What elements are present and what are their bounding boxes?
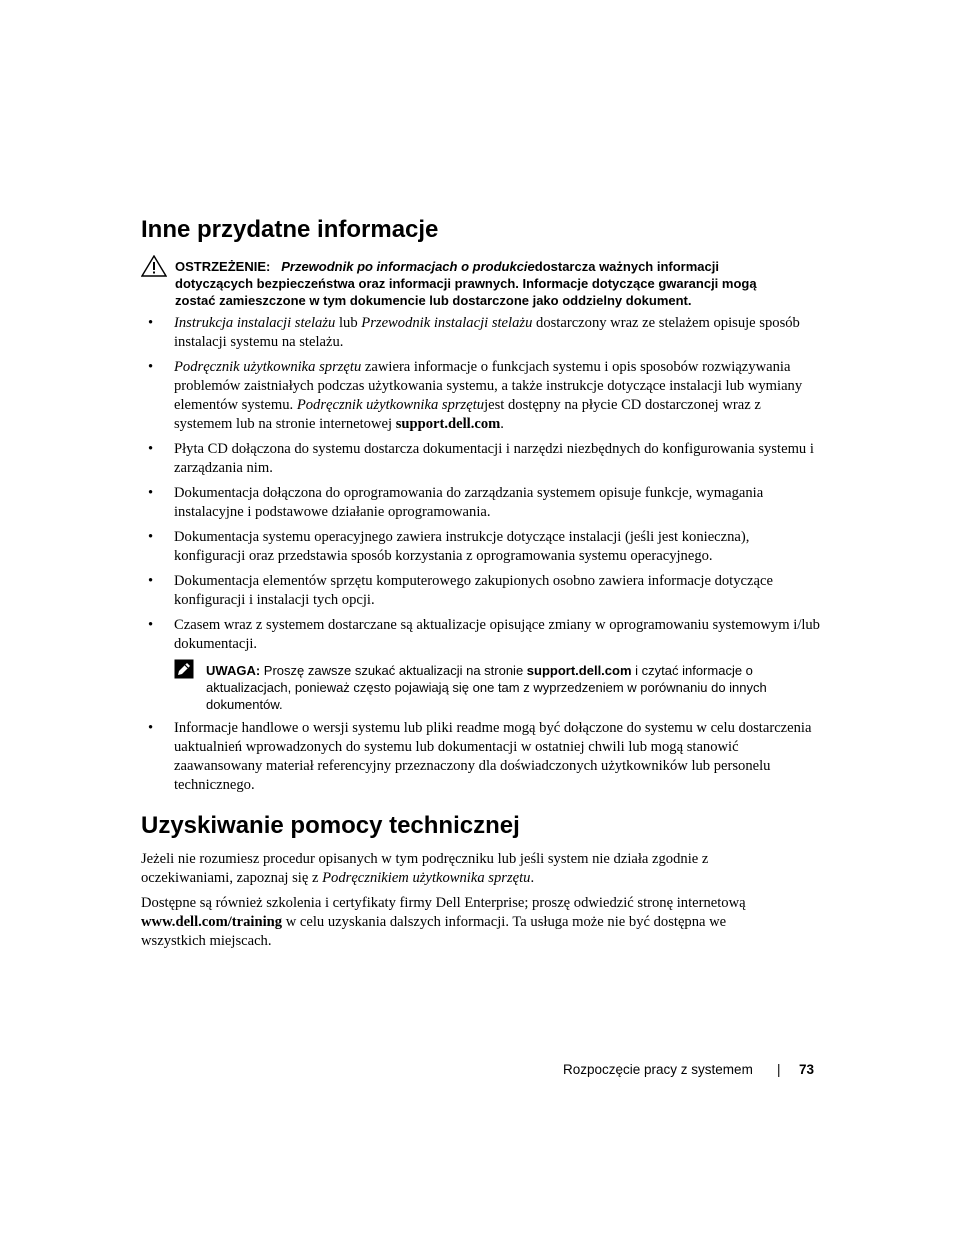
list-item-text: Dokumentacja elementów sprzętu komputerowego zakupionych osobno zawiera informacje dotyczące konfiguracji i instalacji tych opcji. (174, 573, 773, 608)
note-text: Proszę zawsze szukać aktualizacji na stronie (260, 663, 527, 678)
info-list-continued (141, 719, 821, 801)
warning-triangle-icon (141, 255, 167, 277)
list-item: • Dokumentacja elementów sprzętu komputerowego zakupionych osobno zawiera informacje dotyczące konfiguracji i instalacji tych opcji. (148, 573, 773, 608)
list-item: • Podręcznik użytkownika sprzętu zawiera informacje o funkcjach systemu i opis sposobów rozwiązywania problemów zaistniałych podczas użytkowania systemu, a także instrukcje dotyczące instalacji lub wymiany elementów systemu. Podręcznik użytkownika sprzętujest dostępny na płycie CD dostarczonej wraz z systemem lub na stronie internetowej support.dell.com. (148, 359, 803, 432)
paragraph-text: w celu uzyskania dalszych informacji. Ta usługa może nie być dostępna we wszystkich miejscach. (141, 914, 727, 949)
paragraph-text: . (530, 870, 535, 886)
doc-title: Instrukcja instalacji stelażu (174, 315, 336, 331)
support-link[interactable]: support.dell.com (526, 663, 632, 678)
list-item: • Dokumentacja systemu operacyjnego zawiera instrukcje dotyczące instalacji (jeśli jest konieczna), konfiguracji oraz przedstawia sposób korzystania z oprogramowania systemu operacyjnego. (148, 529, 750, 564)
paragraph (141, 850, 741, 888)
warning-text: dostarcza ważnych informacji dotyczących bezpieczeństwa oraz informacji prawnych. Informacje dotyczące gwarancji mogą zostać zamieszczone w tym dokumencie lub dostarczone jako oddzielny dokument. (175, 259, 757, 308)
doc-title: Podręcznik użytkownika sprzętu (296, 397, 485, 413)
list-item: • Czasem wraz z systemem dostarczane są aktualizacje opisujące zmiany w oprogramowaniu systemowym i/lub dokumentacji. (148, 617, 820, 652)
paragraph-text: Dostępne są również szkolenia i certyfikaty firmy Dell Enterprise; proszę odwiedzić stronę internetową (141, 895, 746, 911)
list-item-text: . (500, 416, 504, 432)
section-title-other-info: Inne przydatne informacje (141, 216, 439, 243)
paragraph (141, 894, 791, 951)
list-item-text: zawiera informacje o funkcjach systemu i opis sposobów rozwiązywania problemów zaistniałych podczas użytkowania systemu, a także instrukcje dotyczące instalacji lub wymiany elementów systemu. (174, 359, 803, 413)
footer-section-name: Rozpoczęcie pracy z systemem (563, 1062, 753, 1077)
note-pencil-icon (174, 659, 194, 679)
list-item-text: Dokumentacja systemu operacyjnego zawiera instrukcje dotyczące instalacji (jeśli jest konieczna), konfiguracji oraz przedstawia sposób korzystania z oprogramowania systemu operacyjnego. (174, 529, 750, 564)
section-title-tech-support: Uzyskiwanie pomocy technicznej (141, 812, 520, 839)
list-item-text: Informacje handlowe o wersji systemu lub pliki readme mogą być dołączone do systemu w celu dostarczenia uaktualnień wprowadzonych do systemu lub dokumentacji w ostatniej chwili lub mogą stanowić zaawansowany materiał referencyjny przeznaczony dla doświadczonych użytkowników lub personelu technicznego. (174, 720, 812, 793)
note-label: UWAGA: (206, 663, 261, 678)
note-box (206, 662, 806, 713)
doc-title: Przewodnik instalacji stelażu (361, 315, 533, 331)
list-item: • Dokumentacja dołączona do oprogramowania do zarządzania systemem opisuje funkcje, wymagania instalacyjne i podstawowe działanie oprogramowania. (148, 485, 764, 520)
doc-title: Podręcznik użytkownika sprzętu (174, 359, 362, 375)
warning-box (175, 258, 795, 309)
list-item-text: Dokumentacja dołączona do oprogramowania do zarządzania systemem opisuje funkcje, wymagania instalacyjne i podstawowe działanie oprogramowania. (174, 485, 764, 520)
paragraph-text: Jeżeli nie rozumiesz procedur opisanych w tym podręczniku lub jeśli system nie działa zgodnie z oczekiwaniami, zapoznaj się z (141, 851, 709, 886)
list-item-text: Czasem wraz z systemem dostarczane są aktualizacje opisujące zmiany w oprogramowaniu systemowym i/lub dokumentacji. (174, 617, 820, 652)
warning-label: OSTRZEŻENIE: (175, 259, 271, 274)
warning-italic-title: Przewodnik po informacjach o produkcie (281, 259, 535, 274)
support-link[interactable]: support.dell.com (395, 416, 501, 432)
note-text: i czytać informacje o aktualizacjach, ponieważ często pojawiają się one tam z wyprzedzeniem w porównaniu do innych dokumentów. (206, 663, 767, 712)
list-item-text: Płyta CD dołączona do systemu dostarcza dokumentacji i narzędzi niezbędnych do konfigurowania systemu i zarządzania nim. (174, 441, 814, 476)
list-item: • Informacje handlowe o wersji systemu lub pliki readme mogą być dołączone do systemu w celu dostarczenia uaktualnień wprowadzonych do systemu lub dokumentacji w ostatniej chwili lub mogą stanowić zaawansowany materiał referencyjny przeznaczony dla doświadczonych użytkowników lub personelu technicznego. (148, 720, 812, 793)
page-number: 73 (799, 1062, 815, 1077)
doc-title: Podręcznikiem użytkownika sprzętu (322, 870, 531, 886)
list-item: • Instrukcja instalacji stelażu lub Przewodnik instalacji stelażu dostarczony wraz ze stelażem opisuje sposób instalacji systemu na stelażu. (148, 315, 800, 350)
info-list (141, 314, 821, 660)
list-item-text: jest dostępny na płycie CD dostarczonej wraz z systemem lub na stronie internetowej (174, 397, 761, 432)
training-link[interactable]: www.dell.com/training (141, 914, 283, 930)
list-item: • Płyta CD dołączona do systemu dostarcza dokumentacji i narzędzi niezbędnych do konfigurowania systemu i zarządzania nim. (148, 441, 814, 476)
list-item-text: lub (335, 315, 362, 331)
footer-separator: | (777, 1062, 781, 1077)
list-item-text: dostarczony wraz ze stelażem opisuje sposób instalacji systemu na stelażu. (174, 315, 800, 350)
